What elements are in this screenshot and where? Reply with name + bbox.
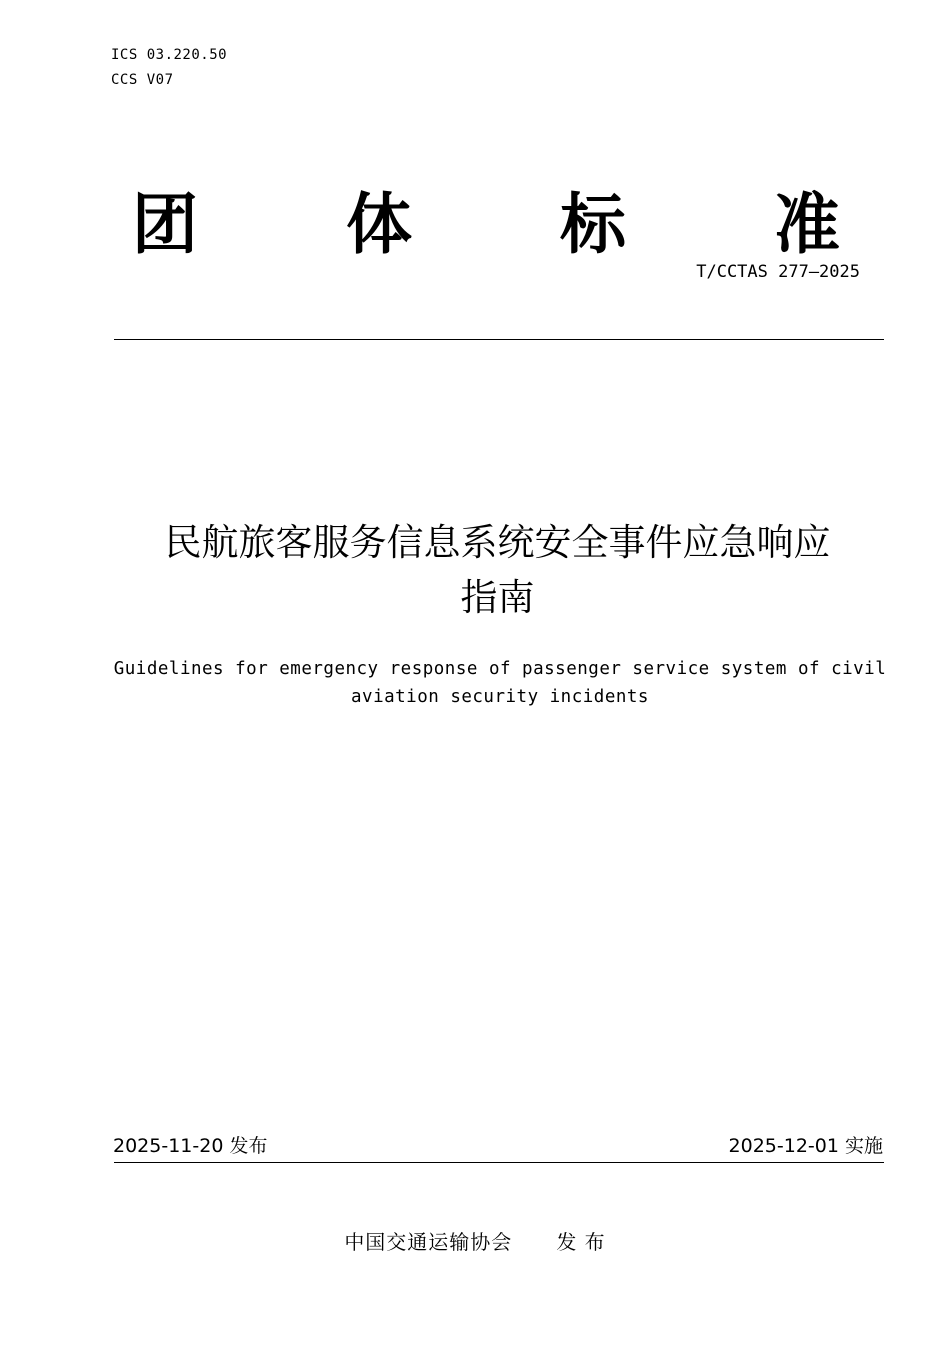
title-english-line-1: Guidelines for emergency response of passenger service system of civil — [113, 659, 887, 679]
publish-label: 发 布 — [556, 1230, 606, 1254]
standard-type-char: 体 — [346, 186, 412, 263]
implementation-date: 2025-12-01 实施 — [728, 1135, 883, 1157]
standard-number: T/CCTAS 277—2025 — [696, 262, 860, 282]
ics-code: ICS 03.220.50 — [111, 47, 228, 63]
header-divider — [114, 339, 884, 340]
footer-divider — [114, 1162, 884, 1163]
title-chinese-line-1: 民航旅客服务信息系统安全事件应急响应 — [164, 521, 831, 564]
publisher-name: 中国交通运输协会 — [344, 1230, 513, 1254]
ccs-code: CCS V07 — [111, 72, 174, 88]
standard-type-char: 团 — [132, 186, 198, 263]
standard-type-heading — [132, 185, 840, 265]
standard-type-char: 标 — [560, 186, 626, 263]
issue-date: 2025-11-20 发布 — [113, 1135, 268, 1157]
standard-type-char: 准 — [774, 186, 840, 263]
publisher-line — [0, 1228, 950, 1256]
title-english-line-2: aviation security incidents — [351, 687, 649, 707]
title-chinese-line-2: 指南 — [460, 576, 535, 619]
